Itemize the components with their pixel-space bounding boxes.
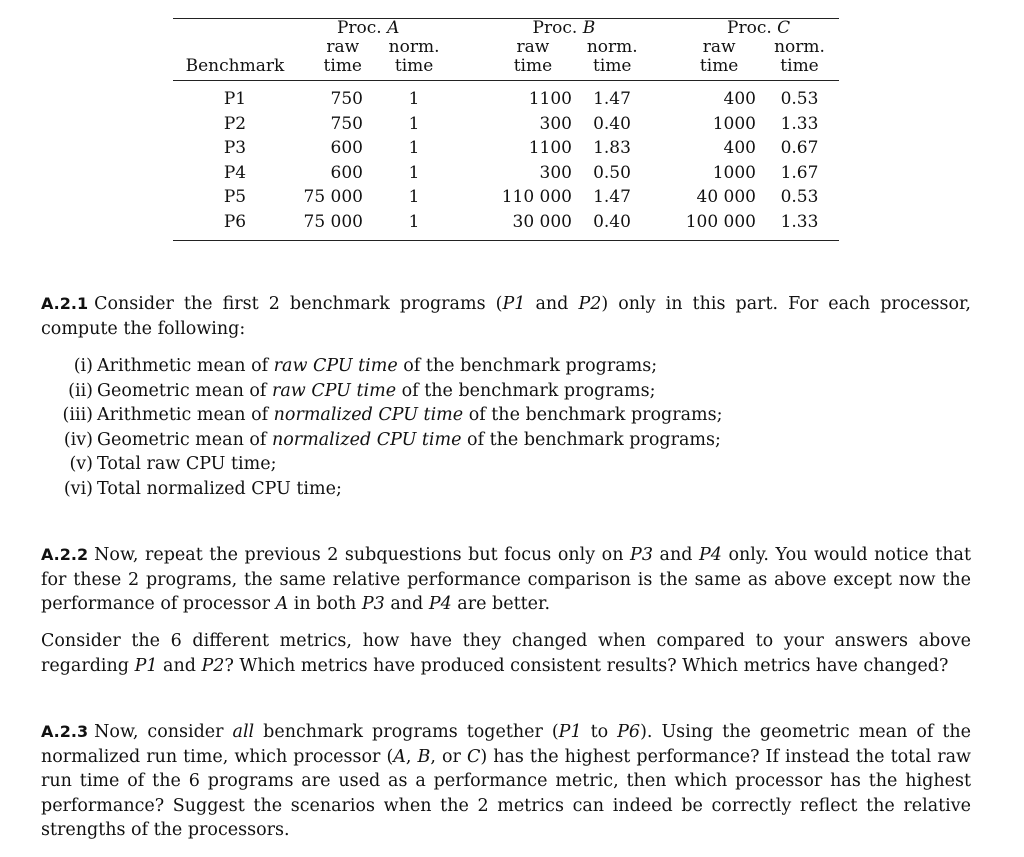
table-row [173, 210, 839, 235]
group-header-row [173, 19, 839, 38]
question-a22: A.2.2 Now, repeat the previous 2 subquestions but focus only on P3 and P4 only. You would notice that for these 2 programs, the same relative performance comparison is the same as above except now the performance of processor A in both P3 and P4 are better. [41, 545, 971, 614]
benchmark-name: P2 [223, 113, 247, 134]
a-norm-cell: 1 [408, 89, 420, 109]
b-raw-cell: 300 [539, 162, 572, 183]
c-raw-header: raw [702, 37, 736, 57]
table-row [173, 136, 839, 161]
a-raw-header: raw [326, 37, 360, 57]
c-norm-cell: 1.33 [780, 211, 819, 232]
list-item [48, 477, 723, 502]
table-mid-rule [173, 80, 839, 81]
b-raw-cell: 110 000 [501, 187, 572, 207]
a-norm-header: norm. [388, 37, 440, 57]
list-item [48, 379, 723, 404]
c-raw-cell: 400 [723, 138, 756, 158]
table-row [173, 87, 839, 112]
question-a23: A.2.3 Now, consider all benchmark programs together (P1 to P6). Using the geometric mean of the normalized run time, which processor (A, B, or C) has the highest performance? If instead the total raw run time of the 6 programs are used as a performance metric, then which processor has the highest performance? Suggest the scenarios when the 2 metrics can indeed be correctly reflect the relative strengths of the processors. [41, 722, 972, 840]
list-item-text: Total normalized CPU time; [97, 478, 342, 499]
list-item [48, 452, 723, 477]
benchmark-body [173, 87, 839, 234]
benchmark-name: P1 [223, 89, 247, 109]
a-raw-time-header: time [323, 56, 362, 76]
a-norm-time-header: time [394, 56, 434, 76]
c-raw-cell: 1000 [712, 162, 756, 183]
c-norm-cell: 1.33 [780, 113, 819, 134]
c-raw-cell: 100 000 [685, 211, 756, 232]
b-norm-cell: 1.47 [593, 89, 631, 109]
table-row [173, 112, 839, 137]
a-raw-cell: 600 [330, 162, 363, 183]
question-a21-label: A.2.1 [41, 294, 89, 313]
list-item [48, 428, 723, 453]
table-row [173, 185, 839, 210]
b-norm-cell: 0.50 [593, 162, 631, 183]
table-bottom-rule [173, 240, 839, 241]
b-raw-time-header: time [513, 56, 553, 76]
a-norm-cell: 1 [408, 162, 420, 183]
list-item-label: (v) [69, 454, 93, 474]
c-norm-cell: 0.53 [780, 187, 819, 207]
c-norm-cell: 0.53 [780, 89, 819, 109]
a-norm-cell: 1 [408, 187, 420, 207]
sub-header-row-1 [173, 38, 839, 57]
list-item-label: (i) [73, 356, 93, 376]
a-raw-cell: 750 [330, 113, 363, 134]
benchmark-table [173, 18, 839, 241]
c-raw-time-header: time [699, 56, 739, 76]
list-item-label: (vi) [63, 478, 93, 499]
c-norm-header: norm. [774, 37, 825, 57]
b-norm-header: norm. [586, 37, 638, 57]
b-norm-cell: 0.40 [593, 113, 631, 134]
benchmark-name: P5 [223, 187, 247, 207]
c-norm-time-header: time [780, 56, 819, 76]
a-norm-cell: 1 [408, 138, 420, 158]
a-raw-cell: 750 [330, 89, 363, 109]
b-raw-cell: 1100 [528, 89, 572, 109]
c-norm-cell: 0.67 [780, 138, 819, 158]
list-item-text: Total raw CPU time; [97, 454, 277, 474]
group-a-header: Proc. A [336, 18, 400, 38]
question-a22-label: A.2.2 [41, 545, 89, 564]
question-a22-followup: Consider the 6 different metrics, how have they changed when compared to your answers above regarding P1 and P2? Which metrics have produced consistent results? Which metrics have changed? [41, 631, 971, 676]
benchmark-header: Benchmark [185, 56, 285, 76]
b-raw-header: raw [516, 37, 550, 57]
a-norm-cell: 1 [408, 113, 420, 134]
b-norm-cell: 1.83 [593, 138, 631, 158]
list-item-text: Arithmetic mean of raw CPU time of the benchmark programs; [97, 356, 658, 376]
question-a21-list [48, 354, 723, 501]
group-b-header: Proc. B [532, 18, 596, 38]
c-raw-cell: 400 [723, 89, 756, 109]
group-c-header: Proc. C [727, 18, 791, 38]
b-norm-cell: 1.47 [593, 187, 631, 207]
question-a23-label: A.2.3 [41, 722, 89, 741]
a-raw-cell: 75 000 [303, 211, 363, 232]
benchmark-name: P6 [223, 211, 247, 232]
list-item-label: (iv) [63, 429, 93, 450]
list-item-text: Arithmetic mean of normalized CPU time of the benchmark programs; [97, 405, 723, 425]
benchmark-data-table [173, 19, 839, 76]
list-item [48, 403, 723, 428]
list-item-label: (iii) [62, 405, 93, 425]
list-item-text: Geometric mean of normalized CPU time of the benchmark programs; [97, 429, 721, 450]
b-raw-cell: 30 000 [512, 211, 572, 232]
a-raw-cell: 75 000 [303, 187, 363, 207]
a-norm-cell: 1 [408, 211, 420, 232]
list-item [48, 354, 723, 379]
c-raw-cell: 40 000 [696, 187, 756, 207]
list-item-label: (ii) [68, 380, 93, 401]
sub-header-row-2 [173, 57, 839, 76]
b-raw-cell: 300 [539, 113, 572, 134]
benchmark-name: P3 [223, 138, 247, 158]
benchmark-name: P4 [223, 162, 247, 183]
b-norm-cell: 0.40 [593, 211, 631, 232]
c-raw-cell: 1000 [712, 113, 756, 134]
a-raw-cell: 600 [330, 138, 363, 158]
c-norm-cell: 1.67 [780, 162, 819, 183]
question-a21: A.2.1 Consider the first 2 benchmark programs (P1 and P2) only in this part. For each processor, compute the following: [41, 294, 971, 339]
b-norm-time-header: time [593, 56, 632, 76]
list-item-text: Geometric mean of raw CPU time of the benchmark programs; [97, 380, 656, 401]
b-raw-cell: 1100 [528, 138, 572, 158]
table-row [173, 161, 839, 186]
